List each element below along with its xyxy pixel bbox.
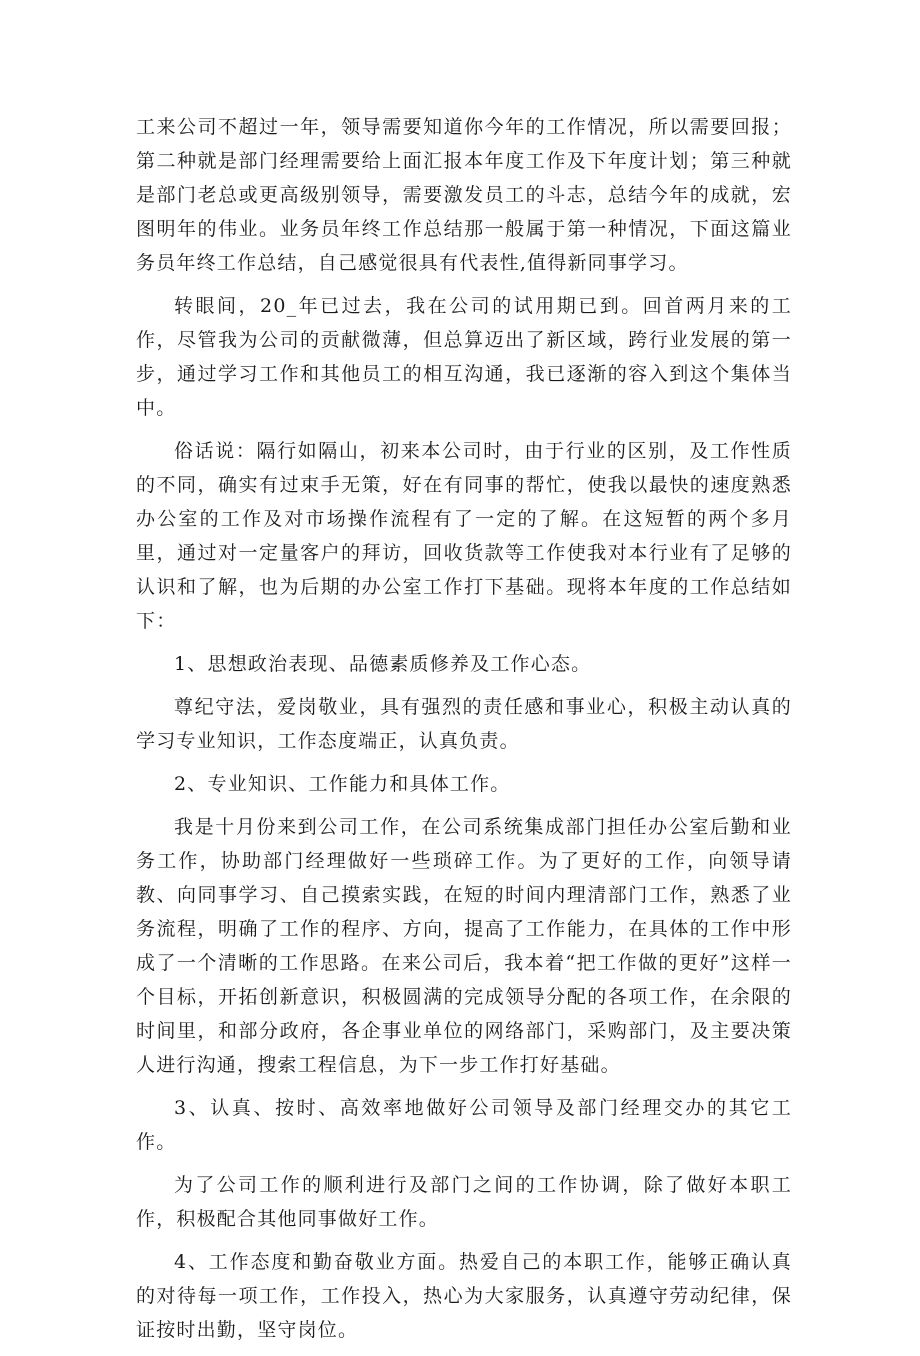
paragraph: 俗话说：隔行如隔山，初来本公司时，由于行业的区别，及工作性质的不同，确实有过束手无策，好在有同事的帮忙，使我以最快的速度熟悉办公室的工作及对市场操作流程有了一定的了解。在这短暂的两个多月里，通过对一定量客户的拜访，回收货款等工作使我对本行业有了足够的认识和了解，也为后期的办公室工作打下基础。现将本年度的工作总结如下：	[136, 440, 792, 632]
paragraph: 我是十月份来到公司工作，在公司系统集成部门担任办公室后勤和业务工作，协助部门经理做好一些琐碎工作。为了更好的工作，向领导请教、向同事学习、自己摸索实践，在短的时间内理清部门工作，熟悉了业务流程，明确了工作的程序、方向，提高了工作能力，在具体的工作中形成了一个清晰的工作思路。在来公司后，我本着“把工作做的更好”这样一个目标，开拓创新意识，积极圆满的完成领导分配的各项工作，在余限的时间里，和部分政府，各企事业单位的网络部门，采购部门，及主要决策人进行沟通，搜索工程信息，为下一步工作打好基础。	[136, 816, 792, 1076]
section-heading: 3、认真、按时、高效率地做好公司领导及部门经理交办的其它工作。	[136, 1097, 792, 1153]
paragraph: 4、工作态度和勤奋敬业方面。热爱自己的本职工作，能够正确认真的对待每一项工作，工作投入，热心为大家服务，认真遵守劳动纪律，保证按时出勤，坚守岗位。	[136, 1251, 792, 1341]
section-heading: 1、思想政治表现、品德素质修养及工作心态。	[174, 653, 592, 675]
paragraph: 工来公司不超过一年，领导需要知道你今年的工作情况，所以需要回报；第二种就是部门经理需要给上面汇报本年度工作及下年度计划；第三种就是部门老总或更高级别领导，需要激发员工的斗志，总结今年的成就，宏图明年的伟业。业务员年终工作总结那一般属于第一种情况，下面这篇业务员年终工作总结，自己感觉很具有代表性,值得新同事学习。	[136, 116, 792, 274]
paragraph: 为了公司工作的顺利进行及部门之间的工作协调，除了做好本职工作，积极配合其他同事做好工作。	[136, 1174, 792, 1230]
section-heading: 2、专业知识、工作能力和具体工作。	[174, 773, 511, 795]
paragraph: 转眼间，20_年已过去，我在公司的试用期已到。回首两月来的工作，尽管我为公司的贡献微薄，但总算迈出了新区域，跨行业发展的第一步，通过学习工作和其他员工的相互沟通，我已逐渐的容入到这个集体当中。	[136, 295, 792, 419]
document-body	[136, 110, 792, 1356]
paragraph: 尊纪守法，爱岗敬业，具有强烈的责任感和事业心，积极主动认真的学习专业知识，工作态度端正，认真负责。	[136, 696, 792, 752]
